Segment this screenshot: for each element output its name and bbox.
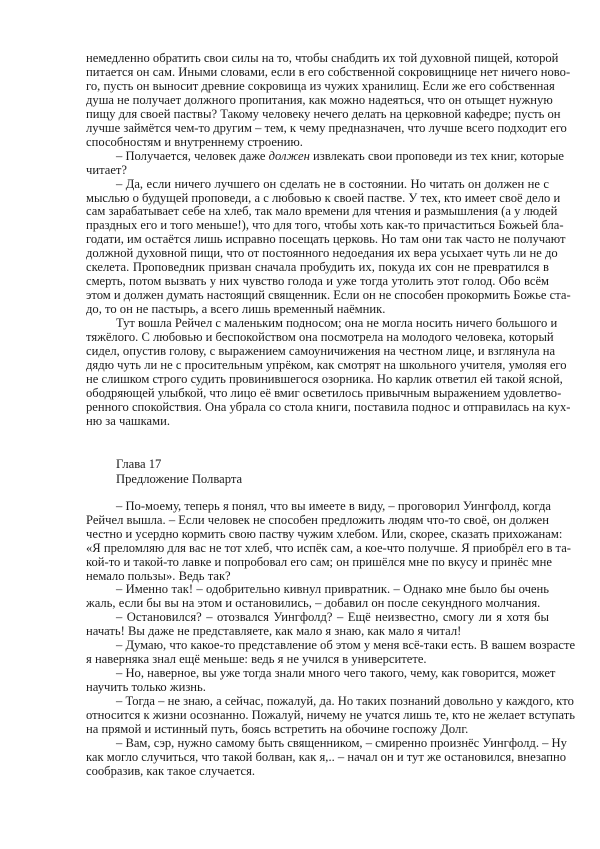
text-line: научить только жизнь. [86, 680, 206, 695]
text-line: душа не получает должного пропитания, как можно надеяться, что он отыщет нужную [86, 92, 553, 107]
paragraph-dialogue [86, 611, 549, 639]
text-line: этом и должен думать настоящий священник. Если он не способен прокормить Божье ста- [86, 288, 571, 303]
paragraph-dialogue [86, 148, 565, 178]
spacer [86, 488, 549, 500]
text-line: Тут вошла Рейчел с маленьким подносом; она не могла носить ничего большого и [116, 316, 558, 331]
paragraph-dialogue [86, 638, 576, 667]
paragraph-dialogue [86, 735, 567, 779]
text-line: – Думаю, что какое-то представление об этом у меня всё-таки есть. В вашем возрасте [116, 638, 576, 653]
text-line: «Я преломляю для вас не тот хлеб, что испёк сам, а кое-что получше. Я приобрёл его в та- [86, 540, 571, 555]
text-line: до, то он не пастырь, а всего лишь временный наёмник. [86, 302, 386, 317]
text-line: способностям и внутреннему строению. [86, 134, 303, 149]
text-line: жаль, если бы вы на этом и остановились, – добавил он после секундного молчания. [86, 596, 541, 611]
paragraph-dialogue [86, 583, 549, 611]
text-line: немало пользы». Ведь так? [86, 568, 231, 583]
text-block-1 [86, 51, 571, 429]
emphasized-word: должен [268, 148, 310, 163]
paragraph-dialogue [86, 694, 575, 737]
text-line: – Да, если ничего лучшего он сделать не в состоянии. Но читать он должен не с [116, 176, 549, 191]
paragraph-dialogue [86, 498, 571, 584]
text-line: скелета. Проповедник призван сначала пробудить их, покуда их сон не превратился в [86, 260, 549, 275]
text-line: тяжёлого. С любовью и беспокойством она посмотрела на молодого человека, который [86, 330, 554, 345]
text-line: – Тогда – не знаю, а сейчас, пожалуй, да. Но таких познаний довольно у каждого, кто [116, 694, 574, 709]
text-line: читает? [86, 162, 128, 177]
text-line: я наверняка знал ещё меньше: ведь я не учился в университете. [86, 652, 427, 667]
text-line: как могло случиться, что такой болван, как я,.. – начал он и тут же остановился, внезапно [86, 749, 567, 764]
text-line: годати, им остаётся лишь исправно посещать церковь. Но там они так часто не получают [86, 232, 566, 247]
text-line: кой-то и такой-то лавке и попробовал его сам; он пришёлся мне по вкусу и принёс мне [86, 554, 552, 569]
text-line: честно и усердно кормить свою паству чужим хлебом. Или, скорее, сказать прихожанам: [86, 526, 563, 541]
text-fragment: извлекать свои проповеди из тех книг, которые [309, 148, 565, 163]
text-line: ободряющей улыбкой, что лицо её вмиг осветилось привычным выражением удовлетво- [86, 385, 562, 400]
text-line: мыслью о будущей проповеди, а с любовью к своей пастве. У тех, кто имеет своё дело и [86, 190, 561, 205]
text-line: на прямой и истинный путь, боясь встретить на обочине госпожу Долг. [86, 721, 469, 736]
text-line: начать! Вы даже не представляете, как мало я знаю, как мало я читал! [86, 624, 462, 639]
spacer [86, 429, 549, 457]
chapter-number: Глава 17 [116, 456, 162, 471]
text-line: не слишком строго судить провинившегося озорника. Но карлик ответил ей такой ясной, [86, 371, 563, 386]
text-line: – По-моему, теперь я понял, что вы имеете в виду, – проговорил Уингфолд, когда [116, 498, 551, 513]
text-line: Рейчел вышла. – Если человек не способен предложить людям что-то своё, он должен [86, 512, 549, 527]
text-line: – Но, наверное, вы уже тогда знали много чего такого, чему, как говорится, может [116, 666, 556, 681]
text-line: го, пусть он выносит древние сокровища из чужих хранилищ. Если же его собственная [86, 78, 555, 93]
text-line: ренного спокойствия. Она убрала со стола книги, поставила поднос и отправилась на кух- [86, 399, 571, 414]
text-fragment: – Получается, человек даже [116, 148, 269, 163]
document-page [86, 51, 576, 779]
text-line: праздных его и того меньше!), что для того, чтобы хоть как-то причаститься Божьей бла- [86, 218, 564, 233]
text-line: сам зарабатывает себе на хлеб, так мало времени для чтения и размышления (а у людей [86, 204, 558, 219]
text-line [86, 148, 565, 164]
text-line: немедленно обратить свои силы на то, чтобы снабдить их той духовной пищей, которой [86, 51, 559, 65]
chapter-header [86, 457, 549, 488]
paragraph [86, 51, 571, 150]
text-block-2 [86, 498, 576, 779]
text-line: сидел, опустив голову, с выражением самоуничижения на честном лице, и взглянула на [86, 344, 556, 359]
text-line: относится к жизни осознанно. Пожалуй, ничему не учатся лишь те, кто не желает вступать [86, 708, 575, 723]
text-line: – Вам, сэр, нужно самому быть священником, – смиренно произнёс Уингфолд. – Ну [116, 735, 567, 750]
text-line: лучше займётся чем-то другим – тем, к чему предназначен, что лучше всего подходит его [86, 120, 567, 135]
text-line: питается он сам. Иными словами, если в его собственной сокровищнице нет ничего ново- [86, 64, 571, 79]
text-line: сообразив, как такое случается. [86, 763, 256, 778]
paragraph-dialogue [86, 666, 556, 695]
text-line: – Остановился? – отозвался Уингфолд? – Ещё неизвестно, смогу ли я хотя бы [116, 610, 549, 625]
text-line: дядю чуть ли не с просительным упрёком, как смотрят на школьного учителя, умоляя его [86, 357, 567, 372]
text-line: ню за чашками. [86, 413, 171, 428]
text-line: пищу для своей паствы? Такому человеку нечего делать на церковной кафедре; пусть он [86, 106, 561, 121]
paragraph-dialogue [86, 176, 571, 318]
text-line: – Именно так! – одобрительно кивнул привратник. – Однако мне было бы очень [116, 582, 549, 597]
chapter-title: Предложение Полварта [116, 472, 243, 487]
paragraph [86, 316, 571, 429]
text-line: должной духовной пищи, что от постоянного недоедания их вера усыхает чуть ли не до [86, 246, 558, 261]
text-line: смерть, потом вызвать у них чувство голода и уже тогда утолить этот голод. Обо всём [86, 274, 549, 289]
